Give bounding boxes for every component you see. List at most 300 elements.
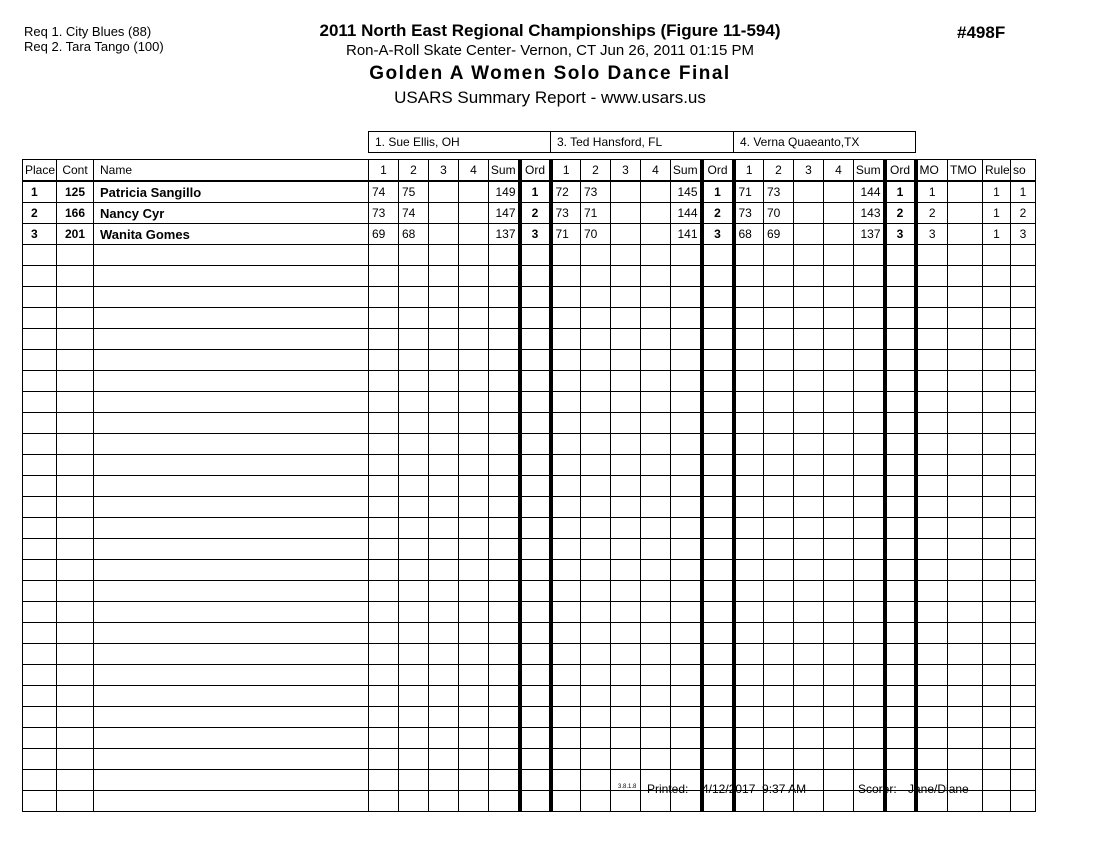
score-cell (369, 539, 399, 560)
score-cell (581, 350, 611, 371)
so-cell (1011, 350, 1036, 371)
sum-cell (489, 686, 520, 707)
score-cell (551, 371, 581, 392)
judge-3-name: 4. Verna Quaeanto,TX (734, 132, 916, 153)
name-cell (94, 665, 369, 686)
score-cell (641, 455, 671, 476)
place-cell (23, 602, 57, 623)
table-row (23, 224, 1036, 245)
table-row (23, 371, 1036, 392)
score-cell (611, 539, 641, 560)
score-cell (641, 476, 671, 497)
score-cell (824, 749, 854, 770)
score-cell (734, 749, 764, 770)
mo-cell: 1 (916, 181, 948, 203)
ord-cell (520, 413, 551, 434)
score-cell (824, 245, 854, 266)
rule-cell (983, 413, 1011, 434)
rule-cell (983, 581, 1011, 602)
score-cell (641, 371, 671, 392)
score-cell (611, 181, 641, 203)
score-cell (459, 560, 489, 581)
ord-cell (702, 560, 734, 581)
score-cell (641, 623, 671, 644)
score-cell (611, 434, 641, 455)
score-cell (794, 623, 824, 644)
col-header-judge2-4: 4 (641, 160, 671, 182)
so-cell: 2 (1011, 203, 1036, 224)
mo-cell (916, 665, 948, 686)
col-header-mo: MO (916, 160, 948, 182)
sum-cell (854, 245, 885, 266)
place-cell (23, 707, 57, 728)
score-cell (734, 497, 764, 518)
col-header-judge1-4: 4 (459, 160, 489, 182)
score-cell: 71 (734, 181, 764, 203)
so-cell (1011, 392, 1036, 413)
ord-cell (885, 245, 916, 266)
score-cell (581, 266, 611, 287)
score-cell: 71 (581, 203, 611, 224)
table-row (23, 728, 1036, 749)
score-cell (459, 749, 489, 770)
score-cell (734, 665, 764, 686)
ord-cell (702, 308, 734, 329)
table-row (23, 266, 1036, 287)
col-header-judge3-4: 4 (824, 160, 854, 182)
so-cell (1011, 623, 1036, 644)
col-header-place: Place (23, 160, 57, 182)
score-cell (824, 728, 854, 749)
score-cell (824, 623, 854, 644)
score-cell (764, 287, 794, 308)
score-cell: 71 (551, 224, 581, 245)
ord-cell: 1 (702, 181, 734, 203)
ord-cell (885, 581, 916, 602)
col-header-name: Name (94, 160, 369, 182)
score-cell (581, 749, 611, 770)
sum-cell (671, 644, 702, 665)
score-cell (399, 686, 429, 707)
sum-cell: 141 (671, 224, 702, 245)
name-cell (94, 455, 369, 476)
score-cell (734, 476, 764, 497)
ord-cell (885, 686, 916, 707)
score-cell (459, 476, 489, 497)
score-cell (734, 581, 764, 602)
score-cell (824, 476, 854, 497)
score-cell (824, 707, 854, 728)
ord-cell (885, 413, 916, 434)
score-cell (369, 245, 399, 266)
score-cell (641, 518, 671, 539)
so-cell (1011, 329, 1036, 350)
sum-cell (671, 392, 702, 413)
cont-cell: 166 (57, 203, 94, 224)
score-cell (824, 497, 854, 518)
score-cell (551, 476, 581, 497)
place-cell: 3 (23, 224, 57, 245)
score-cell (824, 518, 854, 539)
score-cell (551, 455, 581, 476)
score-cell (459, 329, 489, 350)
sum-cell (489, 644, 520, 665)
score-cell (611, 224, 641, 245)
score-cell (429, 434, 459, 455)
ord-cell (885, 644, 916, 665)
score-cell (764, 707, 794, 728)
score-cell (734, 644, 764, 665)
score-cell (459, 350, 489, 371)
score-cell (369, 308, 399, 329)
ord-cell (885, 497, 916, 518)
score-cell: 69 (764, 224, 794, 245)
cont-cell: 125 (57, 181, 94, 203)
sum-cell (489, 413, 520, 434)
score-cell (824, 581, 854, 602)
cont-cell (57, 476, 94, 497)
score-cell (429, 308, 459, 329)
score-cell (734, 371, 764, 392)
place-cell (23, 413, 57, 434)
score-cell (734, 455, 764, 476)
score-cell (611, 476, 641, 497)
score-cell (824, 644, 854, 665)
tmo-cell (948, 749, 983, 770)
tmo-cell (948, 455, 983, 476)
ord-cell (885, 602, 916, 623)
score-cell (734, 245, 764, 266)
place-cell (23, 287, 57, 308)
score-cell (581, 644, 611, 665)
championship-title: 2011 North East Regional Championships (Figure 11-594) (319, 21, 781, 40)
score-cell (794, 455, 824, 476)
place-cell (23, 518, 57, 539)
score-cell (551, 518, 581, 539)
ord-cell (885, 728, 916, 749)
sum-cell (671, 287, 702, 308)
col-header-judge2-1: 1 (551, 160, 581, 182)
name-cell (94, 644, 369, 665)
score-cell (641, 434, 671, 455)
score-cell (551, 707, 581, 728)
score-cell (641, 749, 671, 770)
score-cell (794, 539, 824, 560)
score-cell (581, 413, 611, 434)
sum-cell (489, 518, 520, 539)
rule-cell (983, 728, 1011, 749)
so-cell (1011, 245, 1036, 266)
score-cell: 73 (764, 181, 794, 203)
score-cell (459, 308, 489, 329)
tmo-cell (948, 497, 983, 518)
score-cell (369, 329, 399, 350)
score-cell (459, 665, 489, 686)
col-header-judge2-3: 3 (611, 160, 641, 182)
sum-cell (671, 413, 702, 434)
score-cell (459, 518, 489, 539)
ord-cell (520, 266, 551, 287)
score-cell (429, 455, 459, 476)
rule-cell (983, 497, 1011, 518)
score-cell (611, 665, 641, 686)
mo-cell (916, 371, 948, 392)
scorer-label: Scorer: (858, 782, 897, 796)
score-cell: 70 (581, 224, 611, 245)
tmo-cell (948, 329, 983, 350)
ord-cell (885, 350, 916, 371)
score-cell (734, 350, 764, 371)
score-cell (641, 413, 671, 434)
sum-cell (854, 749, 885, 770)
place-cell: 2 (23, 203, 57, 224)
sum-cell: 145 (671, 181, 702, 203)
tmo-cell (948, 245, 983, 266)
score-cell (824, 434, 854, 455)
score-cell (734, 518, 764, 539)
ord-cell (885, 266, 916, 287)
score-cell (551, 749, 581, 770)
score-cell (399, 728, 429, 749)
judge-2-name: 3. Ted Hansford, FL (551, 132, 734, 153)
score-cell (369, 644, 399, 665)
score-cell (824, 203, 854, 224)
col-header-judge3-2: 2 (764, 160, 794, 182)
sum-cell (671, 497, 702, 518)
score-cell (581, 539, 611, 560)
name-cell (94, 497, 369, 518)
rule-cell (983, 749, 1011, 770)
ord-cell (520, 455, 551, 476)
score-cell: 68 (399, 224, 429, 245)
table-row (23, 413, 1036, 434)
score-cell (641, 245, 671, 266)
score-cell (429, 518, 459, 539)
tmo-cell (948, 350, 983, 371)
score-cell (764, 581, 794, 602)
col-header-judge3-sum: Sum (854, 160, 885, 182)
score-cell (369, 707, 399, 728)
tmo-cell (948, 203, 983, 224)
score-cell (824, 560, 854, 581)
score-cell (764, 749, 794, 770)
rule-cell (983, 623, 1011, 644)
cont-cell (57, 749, 94, 770)
score-cell (581, 287, 611, 308)
score-cell (824, 266, 854, 287)
score-cell (399, 308, 429, 329)
event-title: Golden A Women Solo Dance Final (369, 63, 731, 84)
score-cell (459, 623, 489, 644)
score-cell (641, 329, 671, 350)
sum-cell (489, 266, 520, 287)
mo-cell (916, 707, 948, 728)
table-row (23, 602, 1036, 623)
req-line-1: Req 1. City Blues (88) (24, 24, 152, 39)
sum-cell (854, 602, 885, 623)
score-cell (641, 224, 671, 245)
gap-cell (23, 153, 1036, 160)
score-cell: 74 (399, 203, 429, 224)
tmo-cell (948, 623, 983, 644)
col-header-so: so (1011, 160, 1036, 182)
score-cell (734, 413, 764, 434)
score-cell (581, 245, 611, 266)
so-cell (1011, 707, 1036, 728)
col-header-judge2-ord: Ord (702, 160, 734, 182)
sum-cell (671, 623, 702, 644)
cont-cell (57, 434, 94, 455)
score-cell (551, 287, 581, 308)
score-cell (459, 434, 489, 455)
name-cell (94, 434, 369, 455)
score-cell (551, 434, 581, 455)
score-cell (824, 329, 854, 350)
col-header-judge2-2: 2 (581, 160, 611, 182)
score-cell (764, 644, 794, 665)
name-cell (94, 287, 369, 308)
so-cell (1011, 476, 1036, 497)
ord-cell (520, 434, 551, 455)
score-cell (824, 413, 854, 434)
so-cell (1011, 266, 1036, 287)
score-cell (429, 707, 459, 728)
ord-cell (885, 623, 916, 644)
score-cell (734, 539, 764, 560)
score-cell (641, 707, 671, 728)
sum-cell (854, 308, 885, 329)
so-cell (1011, 497, 1036, 518)
score-cell (824, 602, 854, 623)
score-cell (369, 434, 399, 455)
score-cell (551, 602, 581, 623)
score-cell (429, 728, 459, 749)
so-cell (1011, 728, 1036, 749)
score-cell (794, 245, 824, 266)
score-cell: 72 (551, 181, 581, 203)
ord-cell (885, 455, 916, 476)
cont-cell (57, 518, 94, 539)
title-block (0, 21, 1100, 110)
name-cell: Nancy Cyr (94, 203, 369, 224)
score-cell (369, 581, 399, 602)
sum-cell (854, 371, 885, 392)
tmo-cell (948, 560, 983, 581)
score-cell (611, 203, 641, 224)
so-cell (1011, 539, 1036, 560)
mo-cell (916, 266, 948, 287)
rule-cell (983, 371, 1011, 392)
score-cell (581, 623, 611, 644)
cont-cell (57, 245, 94, 266)
place-cell (23, 266, 57, 287)
score-cell: 73 (369, 203, 399, 224)
ord-cell (702, 686, 734, 707)
ord-cell (702, 455, 734, 476)
sum-cell (854, 707, 885, 728)
score-cell (764, 728, 794, 749)
ord-cell (702, 434, 734, 455)
venue-date-line: Ron-A-Roll Skate Center- Vernon, CT Jun 26, 2011 01:15 PM (346, 42, 754, 59)
score-cell (764, 392, 794, 413)
table-row (23, 686, 1036, 707)
rule-cell (983, 539, 1011, 560)
tmo-cell (948, 707, 983, 728)
score-cell (551, 497, 581, 518)
score-cell (399, 497, 429, 518)
score-cell (399, 350, 429, 371)
col-header-judge3-1: 1 (734, 160, 764, 182)
score-cell (824, 287, 854, 308)
ord-cell (885, 308, 916, 329)
score-cell: 73 (581, 181, 611, 203)
tmo-cell (948, 266, 983, 287)
so-cell (1011, 518, 1036, 539)
score-cell (399, 749, 429, 770)
mo-cell (916, 560, 948, 581)
score-cell (794, 476, 824, 497)
place-cell (23, 392, 57, 413)
score-cell (794, 287, 824, 308)
score-cell (399, 560, 429, 581)
score-cell (369, 413, 399, 434)
table-row (23, 476, 1036, 497)
rule-cell (983, 350, 1011, 371)
score-cell (551, 623, 581, 644)
table-row (23, 539, 1036, 560)
rule-cell (983, 245, 1011, 266)
col-header-judge3-ord: Ord (885, 160, 916, 182)
sum-cell (854, 266, 885, 287)
ord-cell (702, 497, 734, 518)
score-cell (459, 392, 489, 413)
place-cell (23, 749, 57, 770)
rule-cell (983, 707, 1011, 728)
mo-cell (916, 749, 948, 770)
ord-cell (520, 644, 551, 665)
rule-cell (983, 455, 1011, 476)
score-cell (429, 602, 459, 623)
place-cell (23, 623, 57, 644)
cont-cell (57, 266, 94, 287)
score-cell (429, 371, 459, 392)
score-cell (794, 308, 824, 329)
sum-cell (489, 371, 520, 392)
tmo-cell (948, 476, 983, 497)
tmo-cell (948, 644, 983, 665)
score-cell (459, 203, 489, 224)
event-number: #498F (957, 23, 1006, 42)
table-row (23, 749, 1036, 770)
score-cell (641, 539, 671, 560)
place-cell (23, 455, 57, 476)
sum-cell (489, 623, 520, 644)
score-cell (369, 749, 399, 770)
score-cell (399, 623, 429, 644)
score-cell (734, 392, 764, 413)
mo-cell (916, 455, 948, 476)
score-cell (581, 707, 611, 728)
score-cell (794, 644, 824, 665)
ord-cell (520, 749, 551, 770)
tmo-cell (948, 518, 983, 539)
score-cell (459, 266, 489, 287)
mo-cell (916, 287, 948, 308)
score-cell (794, 371, 824, 392)
score-cell (611, 308, 641, 329)
sum-cell (489, 392, 520, 413)
score-cell (734, 728, 764, 749)
